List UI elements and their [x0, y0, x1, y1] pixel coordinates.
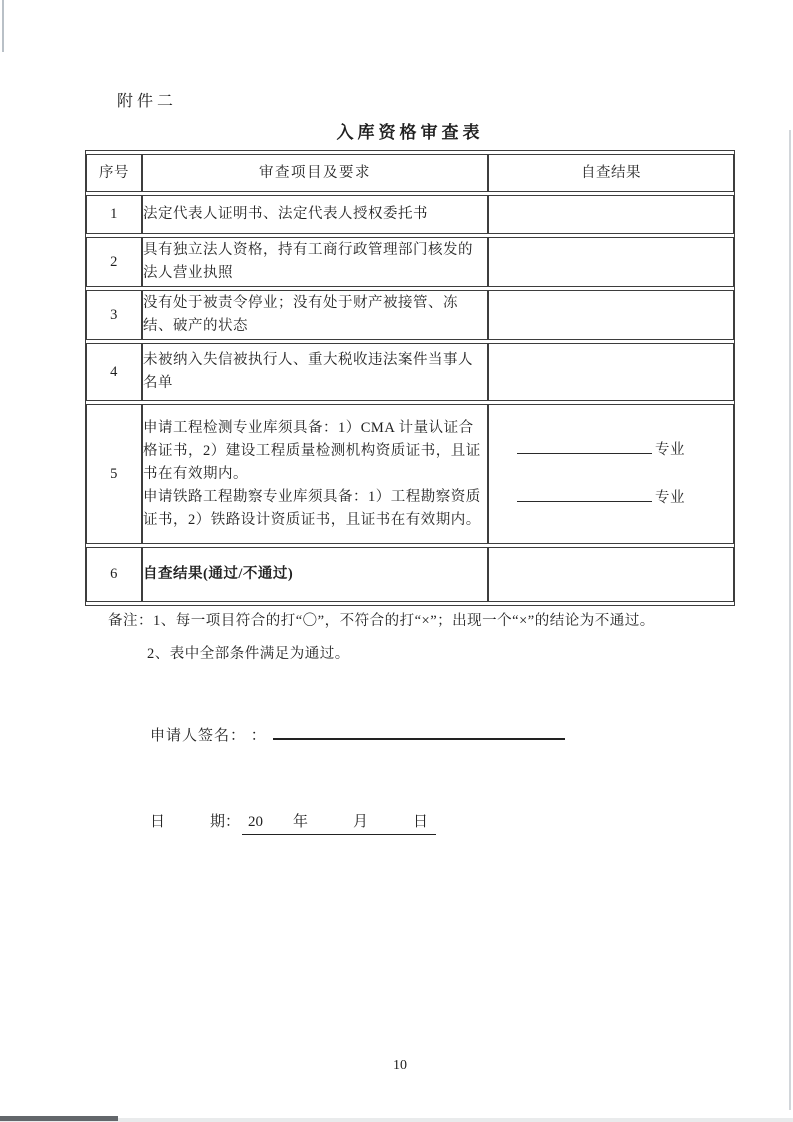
scan-artifact-top-left-edge: [2, 0, 4, 52]
table-row: [86, 195, 734, 234]
row-item-text: 自查结果(通过/不通过): [142, 547, 488, 602]
header-no: 序号: [86, 154, 142, 192]
signature-label: 申请人签名： ：: [150, 728, 267, 744]
row-item-text: 法定代表人证明书、法定代表人授权委托书: [142, 195, 488, 234]
row-result-cell: [488, 343, 734, 401]
note-line-2: 2、表中全部条件满足为通过。: [147, 646, 350, 662]
table-row: [86, 290, 734, 340]
row-number: 1: [86, 195, 142, 234]
date-row: [150, 810, 436, 835]
row-result-cell: [488, 547, 734, 602]
table-row: [86, 237, 734, 287]
review-table: [85, 150, 735, 606]
row-result-cell: [488, 237, 734, 287]
row-item-text: 没有处于被责令停业；没有处于财产被接管、冻结、破产的状态: [142, 290, 488, 340]
row-result-cell: [488, 195, 734, 234]
attachment-label: 附件二: [117, 93, 178, 110]
specialty-blank-line: [517, 438, 733, 462]
row-item-text: 具有独立法人资格，持有工商行政管理部门核发的法人营业执照: [142, 237, 488, 287]
date-label: 日 期：: [150, 814, 241, 830]
header-result: 自查结果: [488, 154, 734, 192]
blank-suffix: 专业: [655, 490, 685, 506]
row-number: 5: [86, 404, 142, 544]
header-item: 审查项目及要求: [142, 154, 488, 192]
page-title: 入库资格审查表: [336, 123, 484, 142]
table-row: [86, 404, 734, 544]
page-number: 10: [393, 1058, 407, 1073]
specialty-blank-line: [517, 486, 733, 510]
row-number: 6: [86, 547, 142, 602]
signature-row: [150, 722, 565, 745]
row-result-cell: [488, 404, 734, 544]
date-blank-field: 20 年 月 日: [242, 810, 436, 835]
row-number: 2: [86, 237, 142, 287]
row-number: 3: [86, 290, 142, 340]
table-row: [86, 343, 734, 401]
signature-blank-field: [273, 722, 565, 740]
blank-suffix: 专业: [655, 442, 685, 458]
scan-artifact-bottom-left-mark: [0, 1116, 118, 1121]
blank-field: [517, 486, 652, 502]
note-line-1: 备注：1、每一项目符合的打“〇”，不符合的打“×”；出现一个“×”的结论为不通过。: [108, 613, 655, 629]
row-number: 4: [86, 343, 142, 401]
table-row: [86, 547, 734, 602]
scan-artifact-right-edge: [789, 130, 791, 1110]
row-item-paragraph: 申请铁路工程勘察专业库须具备：1）工程勘察资质证书，2）铁路设计资质证书，且证书在有效期内。: [143, 488, 481, 528]
row-item-text: 未被纳入失信被执行人、重大税收违法案件当事人名单: [142, 343, 488, 401]
blank-field: [517, 438, 652, 454]
table-header-row: [86, 154, 734, 192]
row-item-paragraph: 申请工程检测专业库须具备：1）CMA 计量认证合格证书，2）建设工程质量检测机构资质证书，且证书在有效期内。: [143, 419, 481, 482]
notes-block: [108, 610, 728, 666]
row-item-cell: [142, 404, 488, 544]
row-result-cell: [488, 290, 734, 340]
scan-artifact-bottom-edge: [0, 1118, 793, 1122]
